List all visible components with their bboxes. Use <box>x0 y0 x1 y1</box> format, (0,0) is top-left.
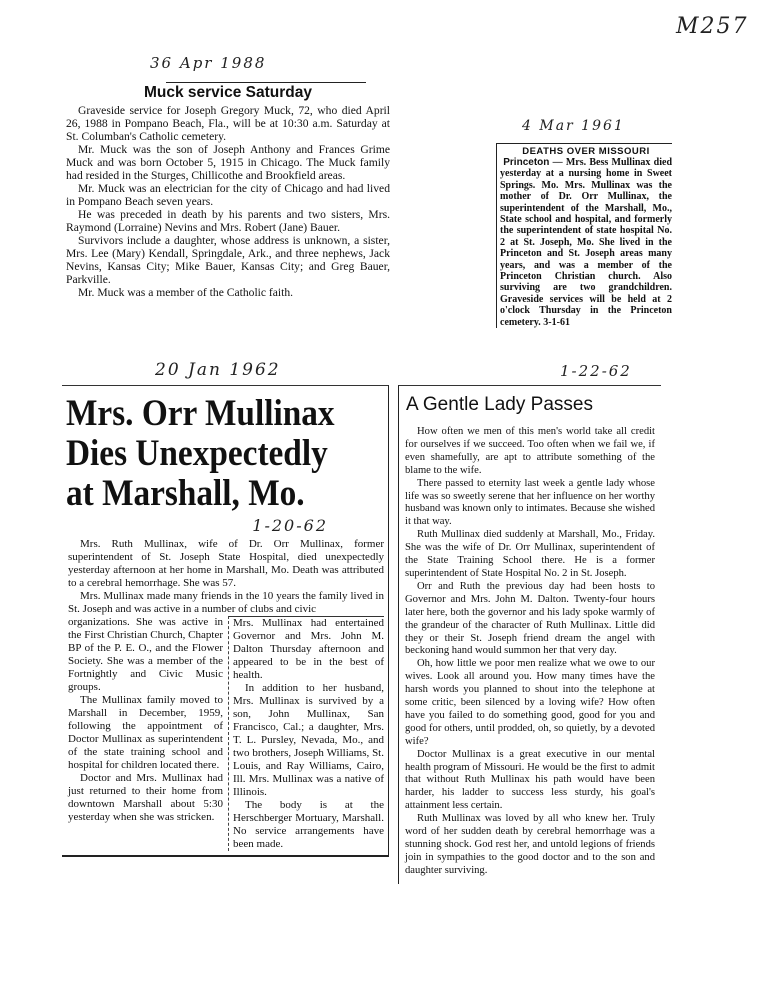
main-paragraph: Mrs. Mullinax had entertained Governor and Mrs. John M. Dalton Thursday afternoon and appeared to be in the best of health. <box>233 617 384 681</box>
gentle-body <box>405 426 655 878</box>
gentle-paragraph: Oh, how little we poor men realize what we owe to our wives. Look all around you. How many times have the harsh words you planned to shout into the telephone at some critic, been silenced by a loving wife? How often have you failed to do something good, good for you and good for others, until prodded, oh, so quietly, by a devoted wife? <box>405 658 655 747</box>
date-annotation-deaths: 4 Mar 1961 <box>522 118 625 134</box>
date-annotation-gentle: 1-22-62 <box>560 362 632 380</box>
date-annotation-main: 20 Jan 1962 <box>155 360 281 380</box>
deaths-body <box>500 157 672 328</box>
page-number-annotation: M257 <box>676 14 749 39</box>
muck-title: Muck service Saturday <box>143 84 312 101</box>
muck-paragraph: Mr. Muck was an electrician for the city of Chicago and had lived in Pompano Beach seven years. <box>66 182 390 208</box>
gentle-paragraph: Orr and Ruth the previous day had been hosts to Governor and Mrs. John M. Dalton. Twenty-four hours later here, both the governor and his lady spoke warmly of the grandeur of the character of Ruth Mullinax. Little did they or their St. Joseph friend dream the angel with beckoning hand would summon her that very day. <box>405 580 655 657</box>
muck-paragraph: Survivors include a daughter, whose address is unknown, a sister, Mrs. Lee (Mary) Kendall, Springdale, Ark., and three nephews, Jack Nevins, Kansas City; Mike Bauer, Kansas City; and Greg Bauer, Parkville. <box>66 234 390 286</box>
muck-paragraph: He was preceded in death by his parents and two sisters, Mrs. Raymond (Lorraine) Nevins and Mrs. Robert (Jane) Bauer. <box>66 208 390 234</box>
muck-paragraph: Mr. Muck was a member of the Catholic faith. <box>78 286 294 299</box>
main-paragraph: Mrs. Ruth Mullinax, wife of Dr. Orr Mullinax, former superintendent of St. Joseph State Hospital, died unexpectedly yesterday afternoon at her home in Marshall, Mo. Death was attributed to a cerebral hemorrhage. She was 57. <box>68 538 384 589</box>
gentle-paragraph: Doctor Mullinax is a great executive in our mental health program of Missouri. He would be the first to admit that without Ruth Mullinax his path would have been harder, his ladder to success less sturdy, his goal's attainment less certain. <box>405 748 655 812</box>
main-paragraph: Mrs. Mullinax made many friends in the 10 years the family lived in St. Joseph and was active in a number of clubs and civic <box>68 590 384 615</box>
main-paragraph: In addition to her husband, Mrs. Mullinax is survived by a son, John Mullinax, San Francisco, Cal.; a daughter, Mrs. T. L. Pursley, Nevada, Mo., and two brothers, Joseph Williams, St. Louis, and Ray Williams, Cairo, Ill. Mrs. Mullinax was a native of Illinois. <box>233 682 384 798</box>
date-annotation-muck: 36 Apr 1988 <box>150 54 267 72</box>
date-annotation-main-short: 1-20-62 <box>252 516 328 535</box>
deaths-dateline: Princeton <box>503 157 550 168</box>
gentle-paragraph: Ruth Mullinax was loved by all who knew her. Truly word of her sudden death by cerebral hemorrhage was a stunning shock. God rest her, and untold legions of friends join in sympathies to the good doctor and to the son and daughter surviving. <box>405 813 655 876</box>
headline-line: Mrs. Orr Mullinax <box>66 393 335 434</box>
gentle-title: A Gentle Lady Passes <box>406 394 593 415</box>
main-columns <box>68 616 384 851</box>
gentle-paragraph: Ruth Mullinax died suddenly at Marshall, Mo., Friday. She was the wife of Dr. Orr Mullinax, superintendent of the State Training School there. He is a former superintendent of State Hospital No. 2 in St. Joseph. <box>405 529 655 579</box>
headline-line: at Marshall, Mo. <box>66 473 305 514</box>
deaths-clipping <box>496 143 672 328</box>
main-right-column <box>228 616 384 851</box>
main-obituary-clipping <box>62 385 389 857</box>
muck-paragraph: Mr. Muck was the son of Joseph Anthony and Frances Grime Muck and was born October 5, 1915 in Chicago. The Muck family had resided in the Sturges, Chillicothe and Brookfield areas. <box>66 143 390 182</box>
deaths-text: — Mrs. Bess Mullinax died yesterday at a nursing home in Sweet Springs. Mo. Mrs. Mullinax was the mother of Dr. Orr Mullinax, the superintendent of the Marshall, Mo., State school and hospital, and formerly the superintendent of state hospital No. 2 at St. Joseph, Mo. She lived in the Princeton and St. Joseph areas many years, and was a member of the Princeton Christian church. Also surviving are two grandchildren. Graveside services will be held at 2 o'clock Thursday in the Princeton cemetery. 3-1-61 <box>500 157 673 328</box>
gentle-lady-clipping <box>398 385 661 884</box>
deaths-title: DEATHS OVER MISSOURI <box>522 146 650 157</box>
muck-paragraph: Graveside service for Joseph Gregory Muck, 72, who died April 26, 1988 in Pompano Beach, Fla., will be at 10:30 a.m. Saturday at St. Columban's Catholic cemetery. <box>66 104 390 143</box>
main-lead <box>68 538 384 616</box>
muck-clipping <box>66 84 390 299</box>
headline-line: Dies Unexpectedly <box>66 433 328 474</box>
muck-body <box>66 104 390 299</box>
main-paragraph: organizations. She was active in the First Christian Church, Chapter BP of the P. E. O., and the Flower Society. She was a member of the Fortnightly and Civic Music groups. <box>68 616 223 693</box>
main-paragraph: The Mullinax family moved to Marshall in December, 1959, following the appointment of Doctor Mullinax as superintendent of the state training school and hospital for children located there. <box>68 694 223 771</box>
gentle-paragraph: There passed to eternity last week a gentle lady whose life was so sweetly serene that her influence on her worthy husband was known only to intimates. Because she wished it that way. <box>405 477 655 528</box>
main-headline <box>66 394 356 514</box>
main-left-column <box>68 616 223 824</box>
main-paragraph: The body is at the Herschberger Mortuary, Marshall. No service arrangements have been made. <box>233 799 384 850</box>
main-paragraph: Doctor and Mrs. Mullinax had just returned to their home from downtown Marshall about 5:30 yesterday when she was stricken. <box>68 772 223 823</box>
gentle-paragraph: How often we men of this men's world take all credit for ourselves if we succeed. Too often when we fail we, if even shamefully, are apt to attribute something of the blame to the wife. <box>405 426 655 476</box>
